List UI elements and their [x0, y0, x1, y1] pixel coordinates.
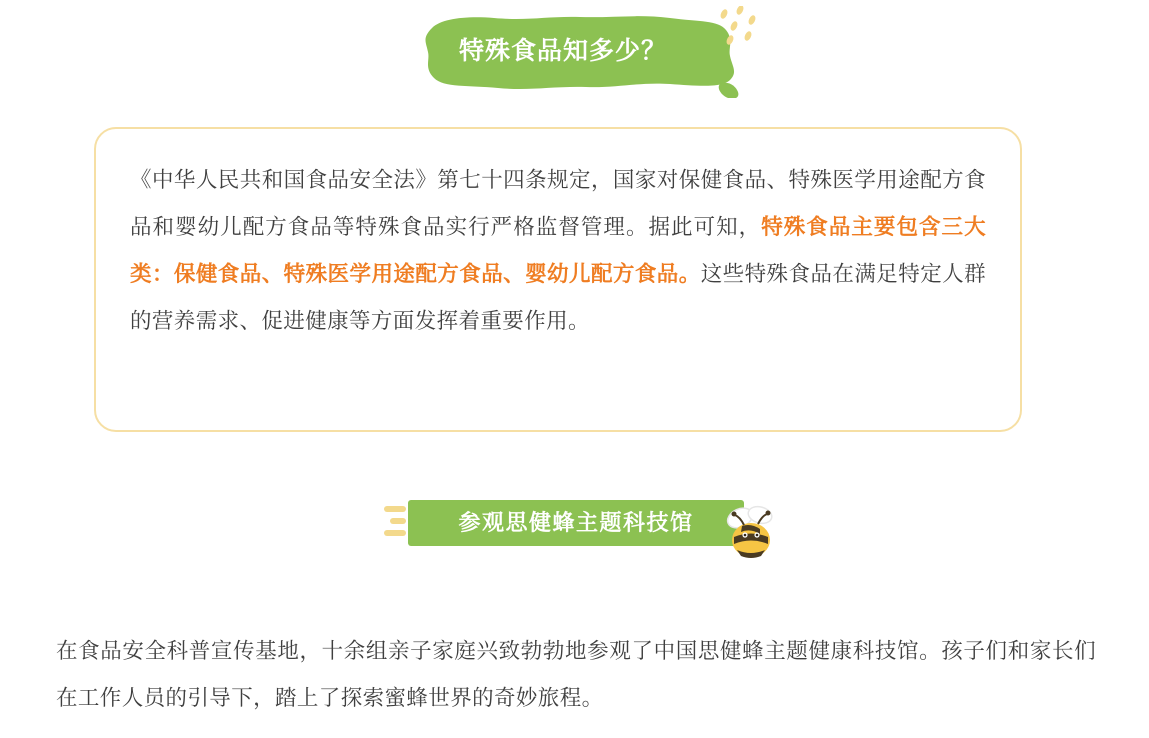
bee-icon — [718, 502, 786, 566]
body-paragraph: 在食品安全科普宣传基地，十余组亲子家庭兴致勃勃地参观了中国思健蜂主题健康科技馆。孩子们和家长们在工作人员的引导下，踏上了探索蜜蜂世界的奇妙旅程。 — [56, 639, 1096, 710]
section-heading-1-label: 特殊食品知多少？ — [458, 37, 667, 65]
banner-ticks-icon — [384, 506, 406, 542]
section-heading-1 — [0, 0, 1149, 112]
info-text-highlight: 特殊食品主要包含三大类：保健食品、特殊医学用途配方食品、婴幼儿配方食品。 — [130, 215, 986, 286]
info-card — [94, 127, 1022, 432]
section-heading-2-label: 参观思健蜂主题科技馆 — [458, 510, 694, 535]
info-text-after: 这些特殊食品在满足特定人群的营养需求、促进健康等方面发挥着重要作用。 — [130, 262, 987, 333]
info-text-before: 《中华人民共和国食品安全法》第七十四条规定，国家对保健食品、特殊医学用途配方食品和婴幼儿配方食品等特殊食品实行严格监督管理。据此可知， — [130, 168, 986, 239]
section-heading-2 — [0, 492, 1149, 578]
info-card-text — [96, 129, 1020, 345]
